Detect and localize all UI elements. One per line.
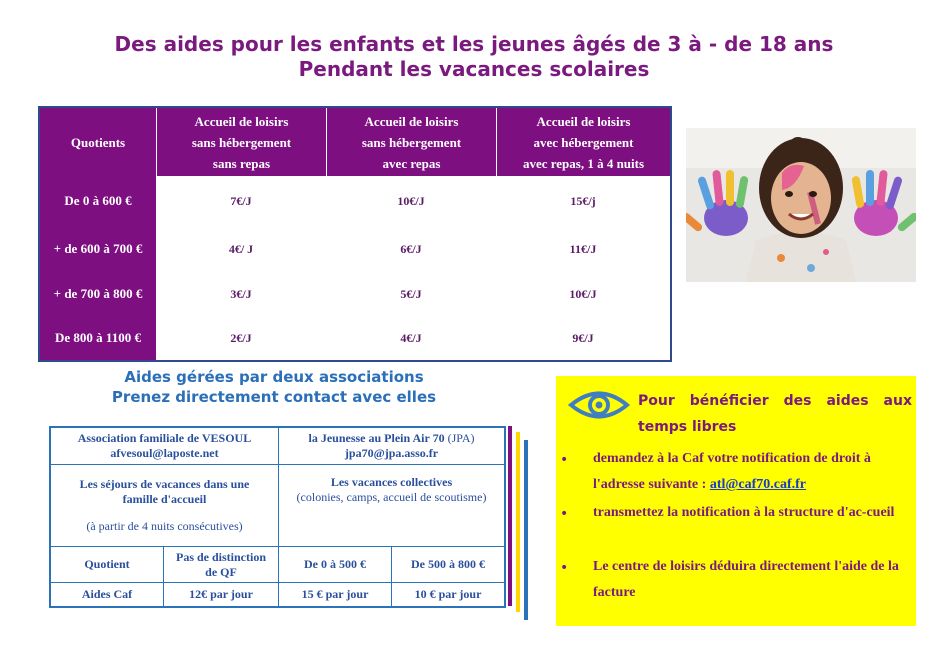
header-col1: Accueil de loisirs sans hébergement sans repas xyxy=(156,108,326,176)
assoc2-email: jpa70@jpa.asso.fr xyxy=(344,446,439,460)
aide-jpa1-value: 15 € par jour xyxy=(301,587,369,601)
tarifs-table xyxy=(38,106,672,362)
table-cell: 10€/J xyxy=(496,272,670,316)
row-label-4: De 800 à 1100 € xyxy=(40,316,156,360)
range1-label: De 0 à 500 € xyxy=(304,557,366,571)
info-box xyxy=(556,376,916,626)
associations-table xyxy=(49,426,506,608)
info-bullet-3: Le centre de loisirs déduira directement l'aide de la facture xyxy=(593,559,899,600)
assoc2-description xyxy=(279,465,504,515)
page-title-line1: Des aides pour les enfants et les jeunes âgés de 3 à - de 18 ans xyxy=(114,32,834,56)
decorative-stripe-purple xyxy=(508,426,512,606)
header-col2: Accueil de loisirs sans hébergement avec repas xyxy=(326,108,496,176)
assoc1-desc: Les séjours de vacances dans une famille d'accueil xyxy=(79,477,250,506)
table-cell: 4€/ J xyxy=(156,226,326,272)
bullet-dot: • xyxy=(560,506,569,522)
assoc1-header xyxy=(51,428,278,464)
table-cell: 6€/J xyxy=(326,226,496,272)
row-label-2: + de 600 à 700 € xyxy=(40,226,156,272)
table-cell: 15€/j xyxy=(496,176,670,226)
table-cell: 3€/J xyxy=(156,272,326,316)
header-col3: Accueil de loisirs avec hébergement avec repas, 1 à 4 nuits xyxy=(496,108,670,176)
eye-icon xyxy=(568,388,630,426)
bullet-dot: • xyxy=(560,560,569,576)
assoc2-note: (colonies, camps, accueil de scoutisme) xyxy=(296,490,487,504)
decorative-stripe-yellow xyxy=(516,432,520,612)
assoc2-header xyxy=(279,428,504,464)
range2-label: De 500 à 800 € xyxy=(411,557,485,571)
info-bullet-2: transmettez la notification à la structure d'ac-cueil xyxy=(593,505,895,520)
assoc1-description xyxy=(51,465,278,546)
aides-caf-label: Aides Caf xyxy=(81,587,133,601)
quotient-label: Quotient xyxy=(84,557,130,571)
page-title-line2: Pendant les vacances scolaires xyxy=(298,57,650,81)
table-cell: 5€/J xyxy=(326,272,496,316)
associations-subtitle-2: Prenez directement contact avec elles xyxy=(111,388,437,406)
row-label-3: + de 700 à 800 € xyxy=(40,272,156,316)
assoc2-name: la Jeunesse au Plein Air 70 xyxy=(308,431,445,445)
caf-email-link[interactable]: atl@caf70.caf.fr xyxy=(709,477,807,492)
assoc2-desc: Les vacances collectives xyxy=(330,475,453,489)
header-quotients: Quotients xyxy=(40,108,156,176)
aide-afv-value: 12€ par jour xyxy=(189,587,253,601)
bullet-dot: • xyxy=(560,452,569,468)
assoc1-name: Association familiale de VESOUL xyxy=(77,431,252,445)
child-painted-hands-photo xyxy=(686,128,916,282)
info-bullet-1-text: demandez à la Caf votre notification de droit à l'adresse suivante : xyxy=(593,451,871,492)
table-cell: 11€/J xyxy=(496,226,670,272)
table-cell: 10€/J xyxy=(326,176,496,226)
assoc1-email: afvesoul@laposte.net xyxy=(110,446,219,460)
no-distinction-label: Pas de distinction de QF xyxy=(175,549,266,579)
table-cell: 2€/J xyxy=(156,316,326,360)
aide-jpa2-value: 10 € par jour xyxy=(414,587,482,601)
info-bullet-1 xyxy=(593,446,911,498)
assoc2-name-suffix: (JPA) xyxy=(444,431,475,445)
row-label-1: De 0 à 600 € xyxy=(40,176,156,226)
assoc1-note: (à partir de 4 nuits consécutives) xyxy=(86,519,243,533)
associations-subtitle-1: Aides gérées par deux associations xyxy=(124,368,424,386)
table-cell: 4€/J xyxy=(326,316,496,360)
info-intro: Pour bénéficier des aides aux temps libres xyxy=(638,393,912,435)
decorative-stripe-blue xyxy=(524,440,528,620)
table-cell: 7€/J xyxy=(156,176,326,226)
table-cell: 9€/J xyxy=(496,316,670,360)
